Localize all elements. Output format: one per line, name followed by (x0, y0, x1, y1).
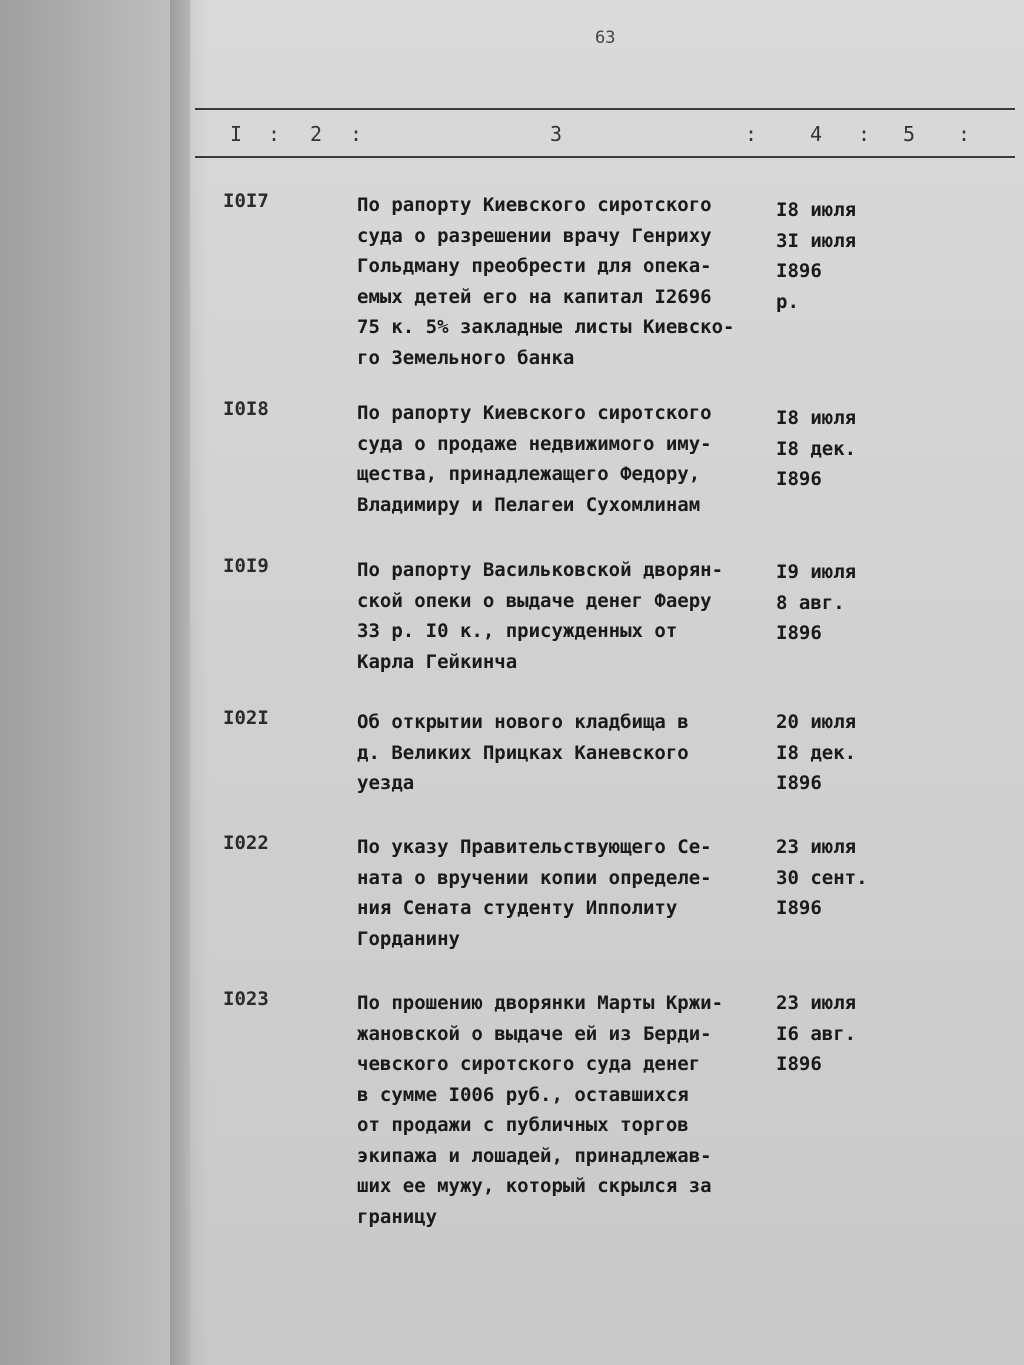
description-line: емых детей его на капитал I2696 (357, 285, 712, 308)
description-line: ната о вручении копии определе- (357, 866, 712, 889)
date-line: I896 (776, 897, 822, 919)
column-header-2: 2 (310, 122, 323, 146)
description-line: в сумме I006 руб., оставшихся (357, 1083, 689, 1106)
entry-description (357, 398, 772, 520)
column-header-3: 3 (550, 122, 563, 146)
entry-description (357, 832, 772, 954)
page-number: 63 (595, 28, 616, 48)
description-line: ской опеки о выдаче денег Фаеру (357, 589, 712, 612)
column-header-4: 4 (810, 122, 823, 146)
entry-number: I022 (223, 832, 269, 854)
column-separator: : (745, 122, 758, 146)
description-line: го Земельного банка (357, 346, 575, 369)
entry-number: I023 (223, 988, 269, 1010)
description-line: экипажа и лошадей, принадлежав- (357, 1144, 712, 1167)
date-line: 20 июля (776, 711, 857, 733)
book-gutter-shadow (170, 0, 210, 1365)
description-line: По рапорту Киевского сиротского (357, 402, 712, 424)
date-line: I8 дек. (776, 741, 857, 764)
entry-number: I0I8 (223, 398, 269, 420)
description-line: чевского сиротского суда денег (357, 1053, 701, 1075)
left-page-edge (0, 0, 190, 1365)
entry-dates (776, 832, 886, 924)
column-header-5: 5 (903, 122, 916, 146)
column-header-1: I (230, 122, 243, 146)
entry-dates (776, 988, 886, 1080)
description-line: суда о продаже недвижимого иму- (357, 432, 712, 455)
description-line: ния Сената студенту Ипполиту (357, 897, 678, 919)
column-separator: : (958, 122, 971, 146)
description-line: Владимиру и Пелагеи Сухомлинам (357, 493, 701, 516)
description-line: По рапорту Киевского сиротского (357, 194, 712, 216)
description-line: суда о разрешении врачу Генриху (357, 224, 712, 247)
date-line: 23 июля (776, 836, 857, 858)
date-line: I896 (776, 772, 822, 794)
entry-number: I0I7 (223, 190, 269, 212)
description-line: По рапорту Васильковской дворян- (357, 559, 724, 581)
description-line: уезда (357, 772, 415, 794)
header-rule-top (195, 108, 1015, 110)
description-line: Горданину (357, 927, 460, 950)
entry-dates (776, 557, 886, 649)
date-line: I9 июля (776, 561, 857, 583)
date-line: р. (776, 290, 799, 313)
date-line: I896 (776, 260, 822, 282)
description-line: жановской о выдаче ей из Берди- (357, 1022, 712, 1045)
description-line: щества, принадлежащего Федору, (357, 463, 701, 485)
description-line: По прошению дворянки Марты Кржи- (357, 992, 724, 1014)
description-line: Гольдману преобрести для опека- (357, 255, 712, 277)
date-line: I896 (776, 1053, 822, 1075)
description-line: 75 к. 5% закладные листы Киевско- (357, 316, 735, 338)
date-line: I8 дек. (776, 437, 857, 460)
date-line: I6 авг. (776, 1022, 857, 1045)
entry-description (357, 988, 772, 1232)
entry-number: I02I (223, 707, 269, 729)
description-line: Об открытии нового кладбища в (357, 711, 689, 733)
description-line: от продажи с публичных торгов (357, 1114, 689, 1136)
date-line: 23 июля (776, 992, 857, 1014)
description-line: Карла Гейкинча (357, 650, 518, 673)
entry-number: I0I9 (223, 555, 269, 577)
description-line: д. Великих Прицках Каневского (357, 741, 689, 764)
column-separator: : (350, 122, 363, 146)
date-line: 3I июля (776, 229, 857, 252)
entry-description (357, 555, 772, 677)
date-line: I896 (776, 622, 822, 644)
entry-description (357, 707, 772, 799)
header-rule-bottom (195, 156, 1015, 158)
date-line: 8 авг. (776, 591, 845, 614)
date-line: I896 (776, 468, 822, 490)
description-line: По указу Правительствующего Се- (357, 836, 712, 858)
entry-dates (776, 707, 886, 799)
column-separator: : (268, 122, 281, 146)
description-line: границу (357, 1205, 438, 1228)
description-line: 33 р. I0 к., присужденных от (357, 620, 678, 642)
entry-dates (776, 403, 886, 495)
column-separator: : (858, 122, 871, 146)
description-line: ших ее мужу, который скрылся за (357, 1175, 712, 1197)
date-line: I8 июля (776, 199, 857, 221)
entry-description (357, 190, 772, 373)
date-line: 30 сент. (776, 866, 868, 889)
entry-dates (776, 195, 886, 317)
date-line: I8 июля (776, 407, 857, 429)
